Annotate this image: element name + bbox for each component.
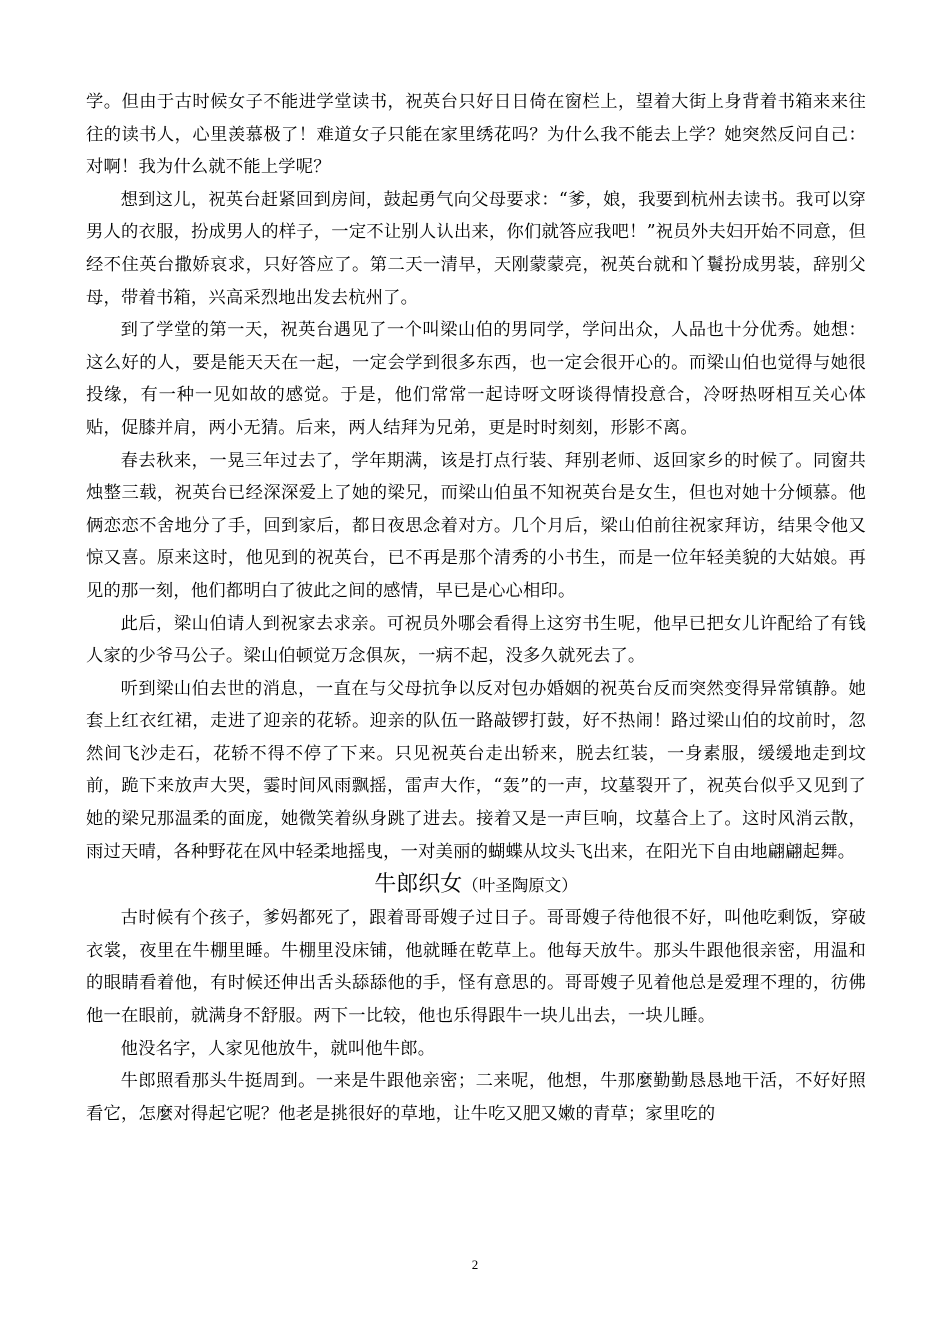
story1-paragraph-2: 想到这儿，祝英台赶紧回到房间，鼓起勇气向父母要求：“爹，娘，我要到杭州去读书。我可以穿男人的衣服，扮成男人的样子，一定不让别人认出来，你们就答应我吧！”祝员外夫妇开始不同意，但经不住英台撒娇哀求，只好答应了。第二天一清早，天刚蒙蒙亮，祝英台就和丫鬟扮成男装，辞别父母，带着书箱，兴高采烈地出发去杭州了。 xyxy=(86,189,866,308)
story1-paragraph-6: 听到梁山伯去世的消息，一直在与父母抗争以反对包办婚姻的祝英台反而突然变得异常镇静。她套上红衣红裙，走进了迎亲的花轿。迎亲的队伍一路敲锣打鼓，好不热闹！路过梁山伯的坟前时，忽然间飞沙走石，花轿不得不停了下来。只见祝英台走出轿来，脱去红装，一身素服，缓缓地走到坟前，跪下来放声大哭，霎时间风雨飘摇，雷声大作，“轰”的一声，坟墓裂开了，祝英台似乎又见到了她的梁兄那温柔的面庞，她微笑着纵身跳了进去。接着又是一声巨响，坟墓合上了。这时风消云散，雨过天晴，各种野花在风中轻柔地摇曳，一对美丽的蝴蝶从坟头飞出来，在阳光下自由地翩翩起舞。 xyxy=(86,678,866,862)
story1-paragraph-1: 学。但由于古时候女子不能进学堂读书，祝英台只好日日倚在窗栏上，望着大街上身背着书箱来来往往的读书人，心里羡慕极了！难道女子只能在家里绣花吗？为什么我不能去上学？她突然反问自己：对啊！我为什么就不能上学呢？ xyxy=(86,92,866,178)
page-content xyxy=(86,86,866,1130)
story2-heading xyxy=(86,868,866,902)
story2-title: 牛郎织女 xyxy=(374,872,463,898)
story1-paragraph-4: 春去秋来，一晃三年过去了，学年期满，该是打点行装、拜别老师、返回家乡的时候了。同窗共烛整三载，祝英台已经深深爱上了她的梁兄，而梁山伯虽不知祝英台是女生，但也对她十分倾慕。他俩恋恋不舍地分了手，回到家后，都日夜思念着对方。几个月后，梁山伯前往祝家拜访，结果令他又惊又喜。原来这时，他见到的祝英台，已不再是那个清秀的小书生，而是一位年轻美貌的大姑娘。再见的那一刻，他们都明白了彼此之间的感情，早已是心心相印。 xyxy=(86,450,866,601)
story1-paragraph-5: 此后，梁山伯请人到祝家去求亲。可祝员外哪会看得上这穷书生呢，他早已把女儿许配给了有钱人家的少爷马公子。梁山伯顿觉万念俱灰，一病不起，没多久就死去了。 xyxy=(86,613,866,667)
story2-paragraph-3: 牛郎照看那头牛挺周到。一来是牛跟他亲密；二来呢，他想，牛那麼勤勤恳恳地干活，不好好照看它，怎麼对得起它呢？他老是挑很好的草地，让牛吃又肥又嫩的青草；家里吃的 xyxy=(86,1071,866,1124)
story2-subtitle: （叶圣陶原文） xyxy=(462,876,578,896)
story2-paragraph-1: 古时候有个孩子，爹妈都死了，跟着哥哥嫂子过日子。哥哥嫂子待他很不好，叫他吃剩饭，穿破衣裳，夜里在牛棚里睡。牛棚里没床铺，他就睡在乾草上。他每天放牛。那头牛跟他很亲密，用温和的眼睛看着他，有时候还伸出舌头舔舔他的手，怪有意思的。哥哥嫂子见着他总是爱理不理的，彷佛他一在眼前，就满身不舒服。两下一比较，他也乐得跟牛一块儿出去，一块儿睡。 xyxy=(86,908,866,1027)
story1-paragraph-3: 到了学堂的第一天，祝英台遇见了一个叫梁山伯的男同学，学问出众，人品也十分优秀。她想：这么好的人，要是能天天在一起，一定会学到很多东西，也一定会很开心的。而梁山伯也觉得与她很投缘，有一种一见如故的感觉。于是，他们常常一起诗呀文呀谈得情投意合，冷呀热呀相互关心体贴，促膝并肩，两小无猜。后来，两人结拜为兄弟，更是时时刻刻，形影不离。 xyxy=(86,320,866,438)
story2-paragraph-2: 他没名字，人家见他放牛，就叫他牛郎。 xyxy=(120,1038,436,1059)
page-number: 2 xyxy=(471,1257,479,1272)
